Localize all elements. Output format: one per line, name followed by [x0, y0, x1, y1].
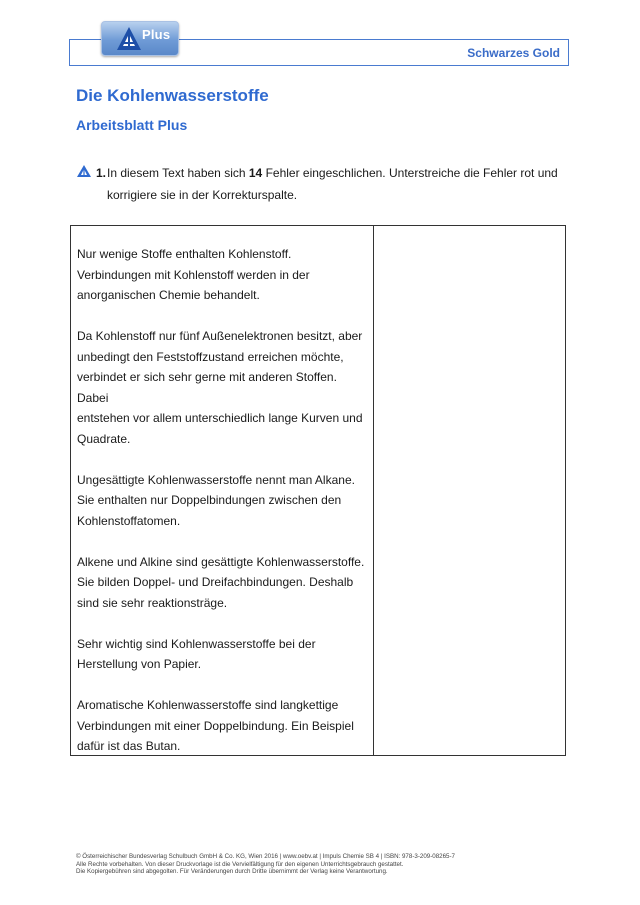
footer-line: Alle Rechte vorbehalten. Von dieser Druckvorlage ist die Vervielfältigung für den eigenen Unterrichtsgebrauch gestattet. [76, 860, 404, 868]
page-subtitle: Arbeitsblatt Plus [76, 117, 188, 133]
text-line: dafür ist das Butan. [77, 739, 181, 753]
text-line: anorganischen Chemie behandelt. [77, 288, 260, 302]
text-paragraph [77, 695, 369, 757]
triangle-logo-icon [116, 26, 142, 52]
footer-line: © Österreichischer Bundesverlag Schulbuch GmbH & Co. KG, Wien 2016 | www.oebv.at | Impuls Chemie SB 4 | ISBN: 978-3-209-08265-7 [76, 853, 455, 860]
text-paragraph [77, 634, 369, 675]
page-title: Die Kohlenwasserstoffe [76, 86, 269, 105]
footer [76, 853, 596, 876]
text-line: sind sie sehr reaktionsträge. [77, 595, 228, 610]
text-paragraph [77, 326, 369, 449]
text-line: Ungesättigte Kohlenwasserstoffe nennt man Alkane. [77, 472, 355, 487]
task-text-after: Fehler eingeschlichen. Unterstreiche die Fehler rot und korrigiere sie in der Korrekturspalte. [107, 166, 558, 202]
text-line: Sehr wichtig sind Kohlenwasserstoffe bei der [77, 636, 316, 651]
text-line: Nur wenige Stoffe enthalten Kohlenstoff. [77, 247, 292, 261]
logo-text: Plus [142, 27, 171, 42]
text-line: Quadrate. [77, 431, 131, 446]
text-line: entstehen vor allem unterschiedlich lange Kurven und [77, 411, 363, 425]
plus-logo [101, 21, 179, 56]
text-line: Sie bilden Doppel- und Dreifachbindungen. Deshalb [77, 575, 354, 589]
task-error-count: 14 [248, 166, 263, 180]
text-line: Da Kohlenstoff nur fünf Außenelektronen besitzt, aber [77, 329, 363, 343]
text-line: Kohlenstoffatomen. [77, 513, 181, 528]
correction-column[interactable] [374, 226, 565, 755]
text-line: Sie enthalten nur Doppelbindungen zwischen den [77, 493, 342, 507]
footer-line: Die Kopiergebühren sind abgegolten. Für Veränderungen durch Dritte übernimmt der Verlag keine Verantwortung. [76, 868, 388, 876]
text-line: Alkene und Alkine sind gesättigte Kohlenwasserstoffe. [77, 554, 365, 569]
worksheet-table [70, 225, 566, 756]
task-text [107, 162, 577, 206]
text-line: unbedingt den Feststoffzustand erreichen möchte, [77, 349, 344, 364]
text-line: Herstellung von Papier. [77, 657, 202, 671]
text-line: verbindet er sich sehr gerne mit anderen Stoffen. Dabei [77, 370, 337, 405]
text-line: Aromatische Kohlenwasserstoffe sind langkettige [77, 698, 339, 712]
text-paragraph [77, 552, 369, 614]
task-text-before: In diesem Text haben sich [107, 166, 249, 180]
task-instruction [77, 162, 577, 206]
text-column [77, 244, 369, 777]
text-paragraph [77, 244, 369, 306]
triangle-task-icon [77, 165, 91, 177]
task-number: 1. [96, 166, 107, 180]
text-line: Verbindungen mit einer Doppelbindung. Ein Beispiel [77, 718, 354, 733]
text-paragraph [77, 470, 369, 532]
text-line: Verbindungen mit Kohlenstoff werden in der [77, 267, 310, 282]
brand-name: Schwarzes Gold [467, 46, 560, 60]
